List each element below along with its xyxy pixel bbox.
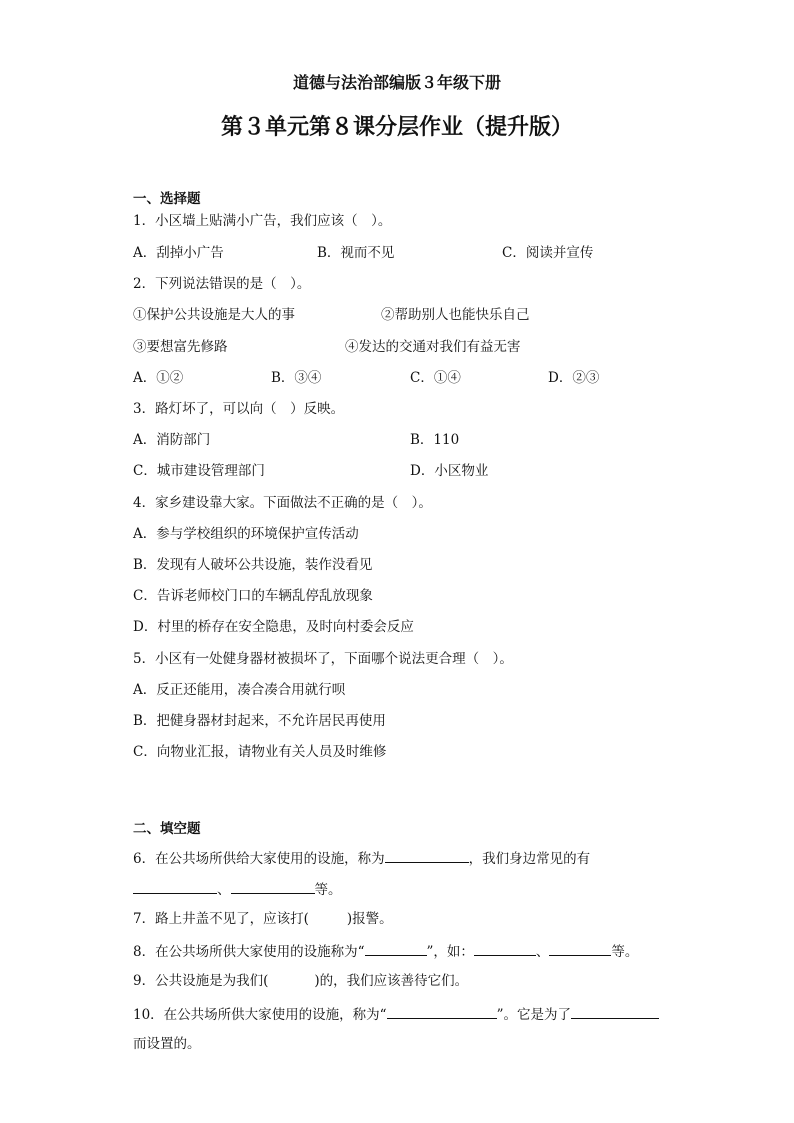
question-6-blank-3[interactable] — [231, 879, 315, 894]
question-2-statement-1: ①保护公共设施是大人的事 — [133, 307, 295, 323]
question-8-text-1: 8．在公共场所供大家使用的设施称为“ — [133, 944, 365, 960]
question-2-stem: 2．下列说法错误的是（ ）。 — [133, 276, 311, 292]
question-3-option-c: C．城市建设管理部门 — [133, 463, 265, 479]
question-5-stem: 5．小区有一处健身器材被损坏了，下面哪个说法更合理（ ）。 — [133, 651, 513, 667]
question-6-text-4: 等。 — [314, 882, 342, 898]
question-10-blank-1[interactable] — [387, 1004, 497, 1019]
question-8-text-4: 等。 — [611, 944, 639, 960]
question-6-text-2: ，我们身边常见的有 — [468, 851, 591, 867]
question-2-statement-3: ③要想富先修路 — [133, 339, 228, 355]
question-8-blank-1[interactable] — [365, 941, 427, 956]
question-4-option-b: B．发现有人破坏公共设施，装作没看见 — [133, 557, 373, 573]
question-1-option-a: A．刮掉小广告 — [133, 245, 224, 261]
question-4-option-a: A．参与学校组织的环境保护宣传活动 — [133, 526, 359, 542]
question-2-statement-2: ②帮助别人也能快乐自己 — [381, 307, 530, 323]
question-1-stem: 1．小区墙上贴满小广告，我们应该（ ）。 — [133, 213, 392, 229]
question-1-option-b: B．视而不见 — [317, 245, 395, 261]
question-2-option-a: A．①② — [133, 370, 184, 386]
question-4-option-c: C．告诉老师校门口的车辆乱停乱放现象 — [133, 588, 373, 604]
question-3-option-d: D．小区物业 — [410, 463, 489, 479]
worksheet-title: 第３单元第８课分层作业（提升版） — [220, 115, 573, 140]
question-7-text-2: )报警。 — [346, 911, 393, 927]
question-4-option-d: D．村里的桥存在安全隐患，及时向村委会反应 — [133, 619, 414, 635]
question-10-line-1 — [133, 1004, 659, 1024]
question-9-line — [133, 972, 468, 990]
question-6-line-2 — [133, 879, 342, 899]
question-9-text-1: 9．公共设施是为我们( — [133, 973, 269, 989]
question-5-option-a: A．反正还能用，凑合凑合用就行呗 — [133, 682, 346, 698]
question-10-text-2: ”。它是为了 — [496, 1007, 571, 1023]
question-8-blank-3[interactable] — [549, 941, 611, 956]
question-7-text-1: 7．路上井盖不见了，应该打( — [133, 911, 309, 927]
question-8-line — [133, 941, 638, 961]
question-6-line-1 — [133, 848, 590, 868]
question-2-option-b: B．③④ — [271, 370, 322, 386]
question-9-text-2: )的，我们应该善待它们。 — [314, 973, 469, 989]
question-8-text-2: ”，如： — [426, 944, 474, 960]
question-7-line — [133, 910, 393, 928]
question-5-option-b: B．把健身器材封起来，不允许居民再使用 — [133, 713, 386, 729]
question-1-option-c: C．阅读并宣传 — [502, 245, 594, 261]
question-2-statement-4: ④发达的交通对我们有益无害 — [345, 339, 521, 355]
question-10-line-2: 而设置的。 — [133, 1036, 201, 1052]
question-6-text-3: 、 — [217, 882, 231, 898]
question-2-option-d: D．②③ — [548, 370, 600, 386]
worksheet-subtitle: 道德与法治部编版３年级下册 — [292, 73, 501, 92]
section-heading-choice: 一、选择题 — [133, 191, 201, 207]
question-6-blank-2[interactable] — [133, 879, 217, 894]
question-5-option-c: C．向物业汇报，请物业有关人员及时维修 — [133, 744, 387, 760]
question-10-blank-2[interactable] — [571, 1004, 659, 1019]
question-6-text-1: 6．在公共场所供给大家使用的设施，称为 — [133, 851, 385, 867]
section-heading-fill-blank: 二、填空题 — [133, 821, 201, 837]
question-10-text-1: 10．在公共场所供大家使用的设施，称为“ — [133, 1007, 387, 1023]
question-6-blank-1[interactable] — [385, 848, 469, 863]
question-8-text-3: 、 — [535, 944, 550, 960]
question-3-option-a: A．消防部门 — [133, 432, 211, 448]
question-3-stem: 3．路灯坏了，可以向（ ）反映。 — [133, 401, 345, 417]
question-2-option-c: C．①④ — [410, 370, 461, 386]
question-3-option-b: B．110 — [410, 432, 460, 448]
question-4-stem: 4．家乡建设靠大家。下面做法不正确的是（ ）。 — [133, 495, 432, 511]
question-8-blank-2[interactable] — [474, 941, 536, 956]
